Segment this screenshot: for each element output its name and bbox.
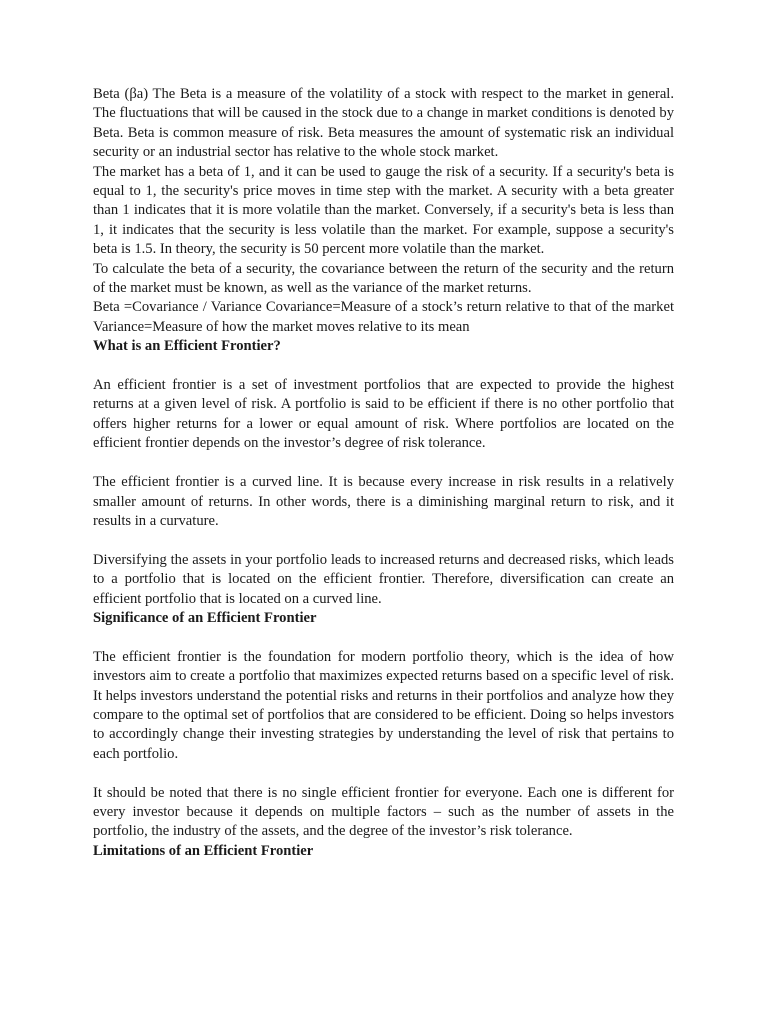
beta-market-paragraph: The market has a beta of 1, and it can be used to gauge the risk of a security. If a security's beta is equal to 1, the security's price moves in time step with the market. A security with a beta greater than 1 indicates that it is more volatile than the market. Conversely, if a security's beta is less than 1, it indicates that the security is less volatile than the market. For example, suppose a security's beta is 1.5. In theory, the security is 50 percent more volatile than the market. <box>93 163 674 258</box>
document-page <box>93 85 674 861</box>
beta-calculation-paragraph: To calculate the beta of a security, the covariance between the return of the security and the return of the market must be known, as well as the variance of the market returns. <box>93 260 674 297</box>
efficient-frontier-curve-paragraph: The efficient frontier is a curved line. It is because every increase in risk results in a relatively smaller amount of returns. In other words, there is a diminishing marginal return to risk, and it results in a curvature. <box>93 474 674 529</box>
diversification-paragraph: Diversifying the assets in your portfolio leads to increased returns and decreased risks, which leads to a portfolio that is located on the efficient frontier. Therefore, diversification can create an efficient portfolio that is located on a curved line. <box>93 551 674 607</box>
efficient-frontier-definition-paragraph: An efficient frontier is a set of investment portfolios that are expected to provide the highest returns at a given level of risk. A portfolio is said to be efficient if there is no other portfolio that offers higher returns for a lower or equal amount of risk. Where portfolios are located on the efficient frontier depends on the investor’s degree of risk tolerance. <box>93 377 674 452</box>
heading-significance: Significance of an Efficient Frontier <box>93 609 317 626</box>
significance-foundation-paragraph: The efficient frontier is the foundation for modern portfolio theory, which is the idea of how investors aim to create a portfolio that maximizes expected returns based on a specific level of risk. It helps investors understand the potential risks and returns in their portfolios and analyze how they compare to the optimal set of portfolios that are considered to be efficient. Doing so helps investors to accordingly change their investing strategies by understanding the level of risk that pertains to each portfolio. <box>93 648 674 762</box>
heading-what-is-efficient-frontier: What is an Efficient Frontier? <box>93 338 281 355</box>
heading-limitations: Limitations of an Efficient Frontier <box>93 842 314 859</box>
beta-intro-paragraph: Beta (βa) The Beta is a measure of the volatility of a stock with respect to the market in general. The fluctuations that will be caused in the stock due to a change in market conditions is denoted by Beta. Beta is common measure of risk. Beta measures the amount of systematic risk an individual security or an industrial sector has relative to the whole stock market. <box>93 86 674 161</box>
significance-note-paragraph: It should be noted that there is no single efficient frontier for everyone. Each one is different for every investor because it depends on multiple factors – such as the number of assets in the portfolio, the industry of the assets, and the degree of the investor’s risk tolerance. <box>93 784 674 840</box>
beta-formula-paragraph: Beta =Covariance / Variance Covariance=Measure of a stock’s return relative to that of the market Variance=Measure of how the market moves relative to its mean <box>93 299 674 335</box>
